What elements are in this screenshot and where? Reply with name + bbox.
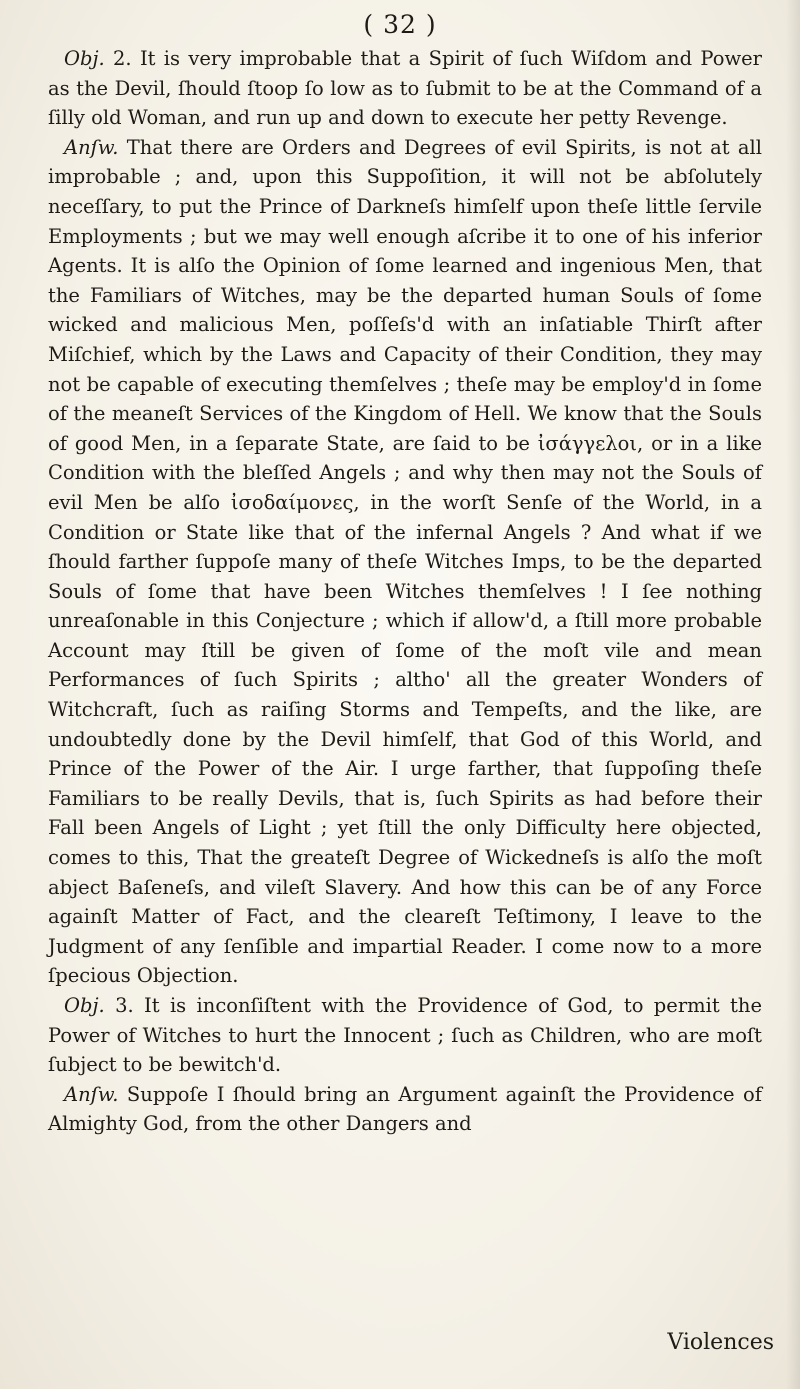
objection-3 — [48, 991, 762, 1080]
objection-label: Obj. — [64, 47, 105, 70]
answer-label: Anſw. — [64, 135, 119, 159]
answer-label: Anſw. — [64, 1082, 119, 1106]
body-text — [48, 44, 762, 1139]
paragraph-text: That there are Orders and Degrees of evil Spirits, is not at all improbable ; and, upon this Suppoſition, it will not be abſolutely neceſſary, to put the Prince of Darkneſs himſelf upon theſe little ſervile Employments ; but we may well enough aſcribe it to one of his inferior Agents. It is alſo the Opinion of ſome learned and ingenious Men, that the Familiars of Witches, may be the departed human Souls of ſome wicked and malicious Men, poſſeſs'd with an inſatiable Thirſt after Miſchief, which by the Laws and Capacity of their Condition, they may not be capable of executing themſelves ; theſe may be employ'd in ſome of the meaneſt Services of the Kingdom of Hell. We know that the Souls of good Men, in a ſeparate State, are ſaid to be ἰσάγγελοι, or in a like Condition with the bleſſed Angels ; and why then may not the Souls of evil Men be alſo ἰσοδαίμονες, in the worſt Senſe of the World, in a Condition or State like that of the infernal Angels ? And what if we ſhould farther ſuppoſe many of theſe Witches Imps, to be the departed Souls of ſome that have been Witches themſelves ! I ſee nothing unreaſonable in this Conjecture ; which if allow'd, a ſtill more probable Account may ſtill be given of ſome of the moſt vile and mean Performances of ſuch Spirits ; altho' all the greater Wonders of Witchcraft, ſuch as raiſing Storms and Tempeſts, and the like, are undoubtedly done by the Devil himſelf, that God of this World, and Prince of the Power of the Air. I urge farther, that ſuppoſing theſe Familiars to be really Devils, that is, ſuch Spirits as had before their Fall been Angels of Light ; yet ſtill the only Difficulty here objected, comes to this, That the greateſt Degree of Wickedneſs is alſo the moſt abject Baſeneſs, and vileſt Slavery. And how this can be of any Force againſt Matter of Fact, and the cleareſt Teſtimony, I leave to the Judgment of any ſenſible and impartial Reader. I come now to a more ſpecious Objection. — [48, 135, 762, 988]
objection-label: Obj. — [64, 994, 105, 1017]
page-edge-shadow — [786, 0, 800, 1389]
paragraph-text: 3. It is inconſiſtent with the Providence of God, to permit the Power of Witches to hurt the Innocent ; ſuch as Children, who are moſt ſubject to be bewitch'd. — [48, 994, 762, 1077]
answer-2 — [48, 133, 762, 991]
paragraph-text: Suppoſe I ſhould bring an Argument againſt the Providence of Almighty God, from the other Dangers and — [48, 1082, 762, 1136]
paragraph-text: 2. It is very improbable that a Spirit of ſuch Wiſdom and Power as the Devil, ſhould ſtoop ſo low as to ſubmit to be at the Command of a ſilly old Woman, and run up and down to execute her petty Revenge. — [48, 47, 762, 130]
objection-2 — [48, 44, 762, 133]
catchword: Violences — [667, 1330, 774, 1355]
answer-3 — [48, 1080, 762, 1139]
page-number: ( 32 ) — [363, 10, 437, 39]
